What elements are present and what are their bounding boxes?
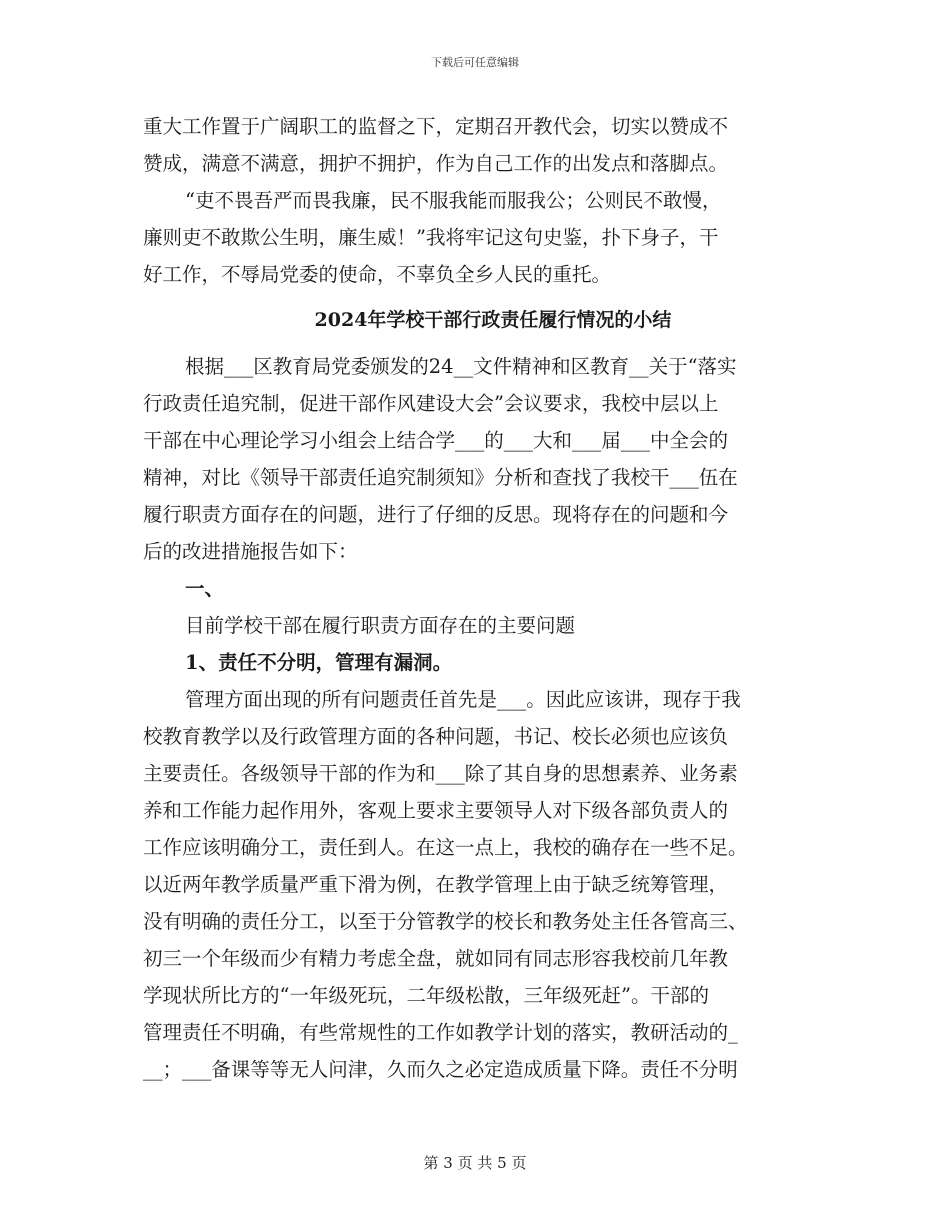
section-number-heading: 一、: [185, 577, 225, 600]
paragraph-line: “吏不畏吾严而畏我廉，民不服我能而服我公；公则民不敢慢，: [185, 189, 722, 212]
page-number-footer: 第 3 页 共 5 页: [423, 1154, 527, 1172]
paragraph-line: __；___备课等等无人问津，久而久之必定造成质量下降。责任不分明: [143, 1058, 738, 1081]
paragraph-line: 精神，对比《领导干部责任追究制须知》分析和查找了我校干___伍在: [143, 466, 738, 489]
paragraph-line: 学现状所比方的“一年级死玩，二年级松散，三年级死赶”。干部的: [143, 984, 709, 1007]
paragraph-line: 以近两年教学质量严重下滑为例，在教学管理上由于缺乏统筹管理，: [143, 873, 729, 896]
paragraph-line: 重大工作置于广阔职工的监督之下，定期召开教代会，切实以赞成不: [143, 115, 729, 138]
paragraph-line: 没有明确的责任分工，以至于分管教学的校长和教务处主任各管高三、: [143, 910, 748, 933]
subsection-item-heading: 1、责任不分明，管理有漏洞。: [185, 651, 453, 674]
paragraph-line: 主要责任。各级领导干部的作为和___除了其自身的思想素养、业务素: [143, 762, 738, 785]
paragraph-line: 行政责任追究制，促进干部作风建设大会”会议要求，我校中层以上: [143, 392, 719, 415]
paragraph-line: 赞成，满意不满意，拥护不拥护，作为自己工作的出发点和落脚点。: [143, 152, 729, 175]
paragraph-line: 根据___区教育局党委颁发的24__文件精神和区教育__关于“落实: [185, 355, 737, 378]
paragraph-line: 管理责任不明确，有些常规性的工作如教学计划的落实，教研活动的_: [143, 1021, 738, 1044]
paragraph-line: 初三一个年级而少有精力考虑全盘，就如同有同志形容我校前几年教: [143, 947, 729, 970]
paragraph-line: 养和工作能力起作用外，客观上要求主要领导人对下级各部负责人的: [143, 799, 729, 822]
paragraph-line: 管理方面出现的所有问题责任首先是___。因此应该讲，现存于我: [185, 688, 741, 711]
paragraph-line: 后的改进措施报告如下：: [143, 540, 358, 563]
paragraph-line: 干部在中心理论学习小组会上结合学___的___大和___届___中全会的: [143, 429, 729, 452]
paragraph-line: 廉则吏不敢欺公生明，廉生威！”我将牢记这句史鉴，扑下身子，干: [143, 226, 719, 249]
document-body: [143, 108, 823, 1088]
section-title: 2024年学校干部行政责任履行情况的小结: [314, 309, 672, 331]
subsection-heading: 目前学校干部在履行职责方面存在的主要问题: [185, 614, 576, 637]
paragraph-line: 工作应该明确分工，责任到人。在这一点上，我校的确存在一些不足。: [143, 836, 748, 859]
paragraph-line: 履行职责方面存在的问题，进行了仔细的反思。现将存在的问题和今: [143, 503, 729, 526]
paragraph-line: 好工作，不辱局党委的使命，不辜负全乡人民的重托。: [143, 263, 612, 286]
header-note: 下载后可任意编辑: [431, 56, 519, 69]
paragraph-line: 校教育教学以及行政管理方面的各种问题，书记、校长必须也应该负: [143, 725, 729, 748]
